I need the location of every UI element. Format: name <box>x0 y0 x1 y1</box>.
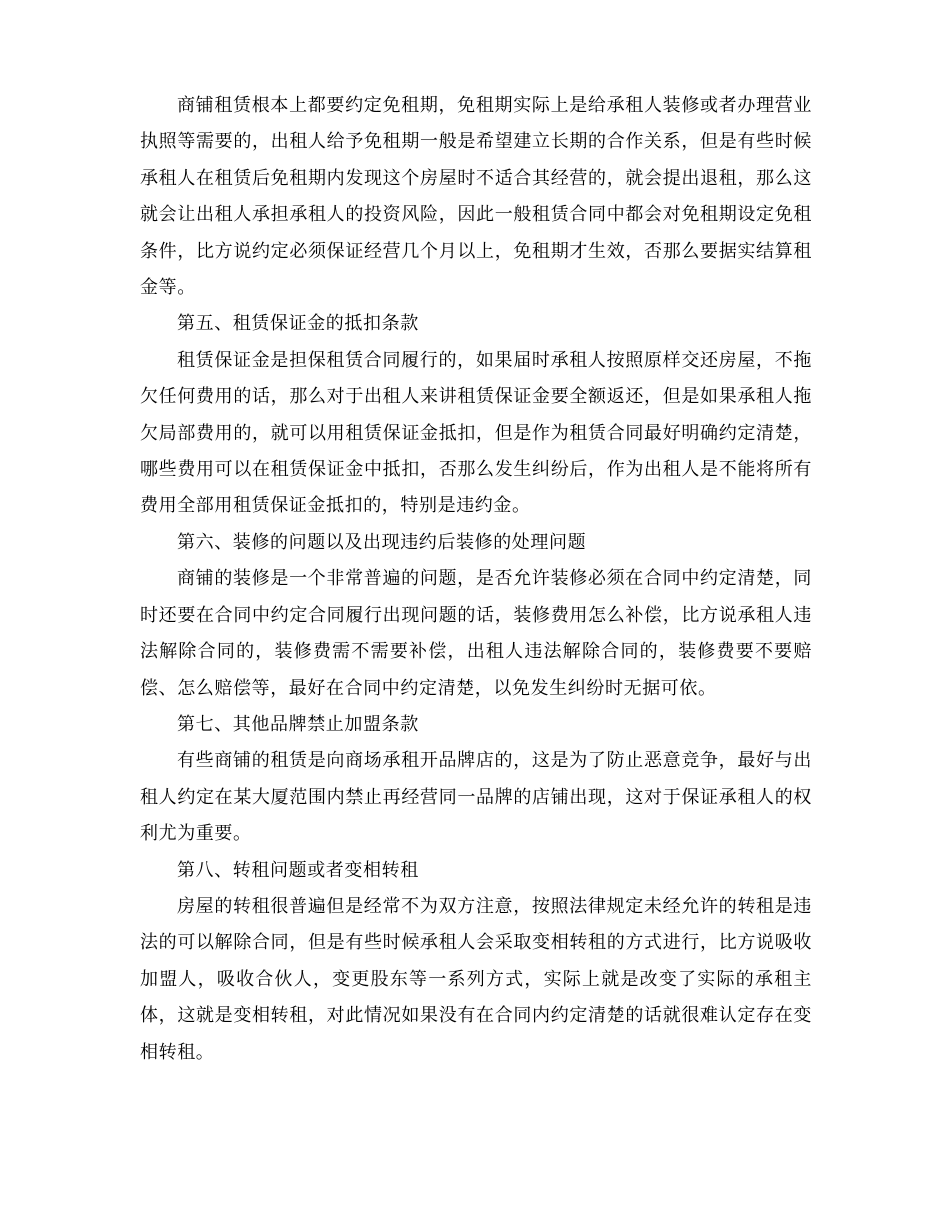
paragraph-decoration: 商铺的装修是一个非常普遍的问题，是否允许装修必须在合同中约定清楚，同时还要在合同中约定合同履行出现问题的话，装修费用怎么补偿，比方说承租人违法解除合同的，装修费需不需要补偿，出租人违法解除合同的，装修费要不要赔偿、怎么赔偿等，最好在合同中约定清楚，以免发生纠纷时无据可依。 <box>140 568 812 699</box>
paragraph-deposit-deduction: 租赁保证金是担保租赁合同履行的，如果届时承租人按照原样交还房屋，不拖欠任何费用的话，那么对于出租人来讲租赁保证金要全额返还，但是如果承租人拖欠局部费用的，就可以用租赁保证金抵扣，但是作为租赁合同最好明确约定清楚，哪些费用可以在租赁保证金中抵扣，否那么发生纠纷后，作为出租人是不能将所有费用全部用租赁保证金抵扣的，特别是违约金。 <box>140 349 812 517</box>
paragraph-brand-restriction: 有些商铺的租赁是向商场承租开品牌店的，这是为了防止恶意竞争，最好与出租人约定在某大厦范围内禁止再经营同一品牌的店铺出现，这对于保证承租人的权利尤为重要。 <box>140 750 812 845</box>
paragraph-sublease: 房屋的转租很普遍但是经常不为双方注意，按照法律规定未经允许的转租是违法的可以解除合同，但是有些时候承租人会采取变相转租的方式进行，比方说吸收加盟人，吸收合伙人，变更股东等一系列方式，实际上就是改变了实际的承租主体，这就是变相转租，对此情况如果没有在合同内约定清楚的话就很难认定存在变相转租。 <box>140 895 812 1063</box>
section-heading-6: 第六、装修的问题以及出现违约后装修的处理问题 <box>177 531 587 553</box>
document-page <box>140 88 812 1071</box>
section-heading-5: 第五、租赁保证金的抵扣条款 <box>177 313 419 335</box>
section-heading-7: 第七、其他品牌禁止加盟条款 <box>177 713 419 735</box>
paragraph-rent-free-period: 商铺租赁根本上都要约定免租期，免租期实际上是给承租人装修或者办理营业执照等需要的，出租人给予免租期一般是希望建立长期的合作关系，但是有些时候承租人在租赁后免租期内发现这个房屋时不适合其经营的，就会提出退租，那么这就会让出租人承担承租人的投资风险，因此一般租赁合同中都会对免租期设定免租条件，比方说约定必须保证经营几个月以上，免租期才生效，否那么要据实结算租金等。 <box>140 95 812 299</box>
section-heading-8: 第八、转租问题或者变相转租 <box>177 859 419 881</box>
